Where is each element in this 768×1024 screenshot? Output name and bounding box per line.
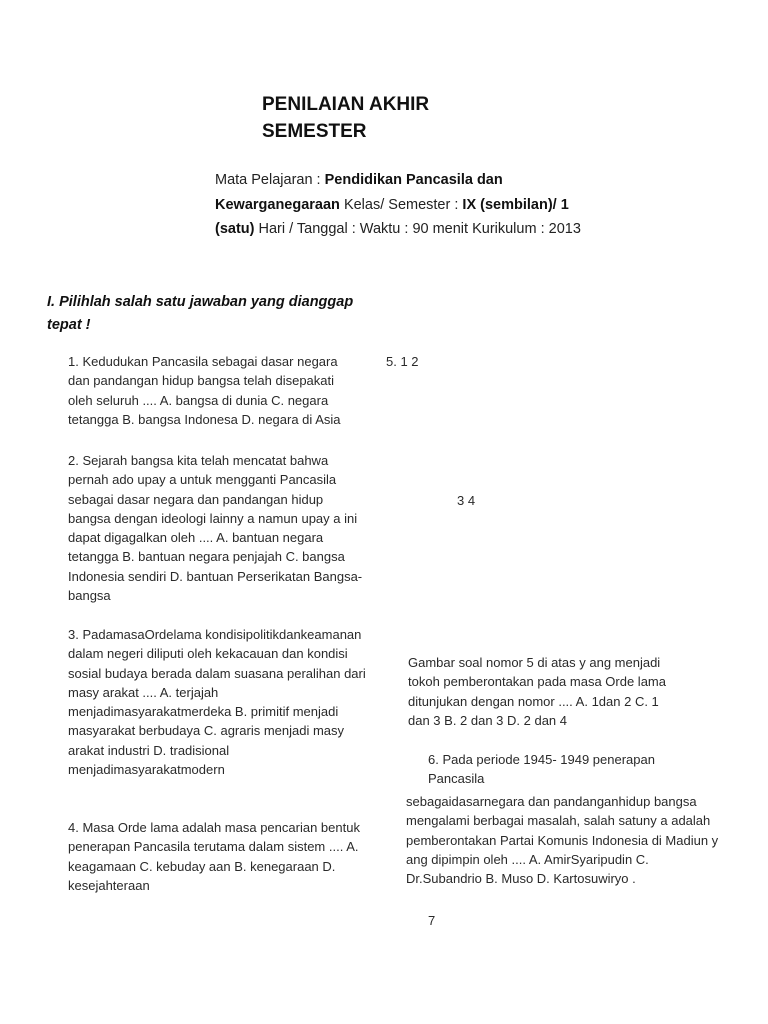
question-5-caption: Gambar soal nomor 5 di atas y ang menjadi tokoh pemberontakan pada masa Orde lama ditunjukan dengan nomor .... A. 1dan 2 C. 1 dan 3 B. 2 dan 3 D. 2 dan 4	[408, 655, 666, 728]
figure-numbers-middle: 3 4	[457, 493, 476, 508]
class-value-part-2: (satu)	[215, 221, 255, 237]
subject-value-part-1: Pendidikan Pancasila dan	[324, 172, 503, 188]
subject-value-part-2: Kewarganegaraan	[215, 196, 340, 213]
page-title-line-2: SEMESTER	[262, 121, 367, 142]
question-6-intro: 6. Pada periode 1945- 1949 penerapan Pancasila	[428, 752, 655, 787]
class-label: Kelas/ Semester :	[339, 196, 463, 213]
question-1: 1. Kedudukan Pancasila sebagai dasar negara dan pandangan hidup bangsa telah disepakati oleh seluruh .... A. bangsa di dunia C. negara tetangga B. bangsa Indonesa D. negara di Asia	[68, 354, 341, 427]
subject-label: Mata Pelajaran :	[215, 172, 325, 188]
class-value-part-1: IX (sembilan)/ 1	[462, 196, 569, 213]
page-title-line-1: PENILAIAN AKHIR	[262, 94, 430, 115]
exam-metadata	[215, 168, 600, 242]
page-number: 7	[428, 913, 436, 928]
figure-numbers-top: 5. 1 2	[386, 354, 419, 369]
question-3: 3. PadamasaOrdelama kondisipolitikdankeamanan dalam negeri diliputi oleh kekacauan dan kondisi sosial budaya berada dalam suasana peralihan dari masy arakat .... A. terjajah menjadimasyarakatmerdeka B. primitif menjadi masyarakat berbudaya C. agraris menjadi masy arakat industri D. tradisional menjadimasyarakatmodern	[68, 627, 366, 778]
section-heading: I. Pilihlah salah satu jawaban yang dianggap tepat !	[47, 294, 354, 333]
schedule-and-curriculum: Hari / Tanggal : Waktu : 90 menit Kurikulum : 2013	[254, 221, 581, 237]
question-4: 4. Masa Orde lama adalah masa pencarian bentuk penerapan Pancasila terutama dalam sistem .... A. keagamaan C. kebuday aan B. kenegaraan D. kesejahteraan	[68, 820, 360, 893]
question-2: 2. Sejarah bangsa kita telah mencatat bahwa pernah ado upay a untuk mengganti Pancasila sebagai dasar negara dan pandangan hidup bangsa dengan ideologi lainny a namun upay a ini dapat digagalkan oleh .... A. bantuan negara tetangga B. bantuan negara penjajah C. bangsa Indonesia sendiri D. bantuan Perserikatan Bangsa-bangsa	[68, 453, 363, 604]
question-6-body: sebagaidasarnegara dan pandanganhidup bangsa mengalami berbagai masalah, salah satuny a adalah pemberontakan Partai Komunis Indonesia di Madiun y ang dipimpin oleh .... A. AmirSyaripudin C. Dr.Subandrio B. Muso D. Kartosuwiryo .	[406, 794, 719, 887]
